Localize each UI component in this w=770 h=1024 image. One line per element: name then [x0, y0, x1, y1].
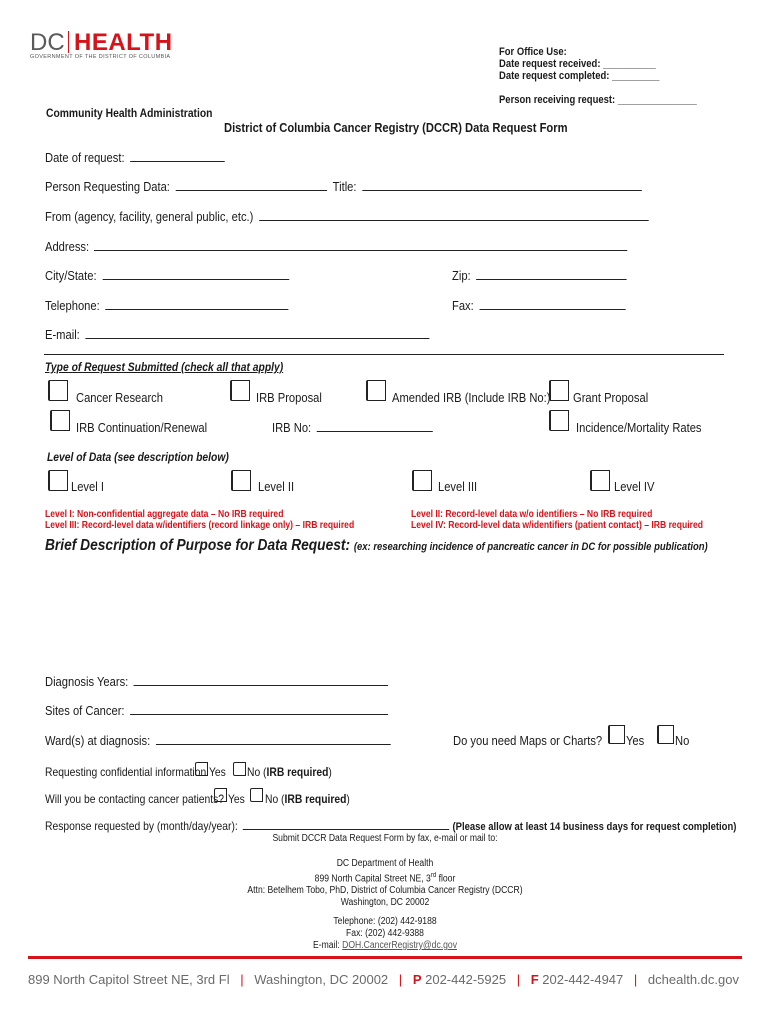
form-title: District of Columbia Cancer Registry (DCCR) Data Request Form	[224, 120, 568, 135]
dept-email-row	[54, 940, 716, 952]
sites-label: Sites of Cancer:	[45, 703, 125, 718]
level-2-label: Level II	[258, 479, 295, 494]
wards-label: Ward(s) at diagnosis:	[45, 733, 151, 748]
footer-rule	[28, 956, 742, 959]
response-label: Response requested by (month/day/year):	[45, 819, 238, 833]
person-requesting-label: Person Requesting Data:	[45, 179, 170, 194]
confidential-close-paren: )	[328, 765, 332, 779]
confidential-no-label: No (	[247, 765, 267, 779]
level-3-checkbox[interactable]	[412, 470, 432, 491]
fax-input[interactable]	[479, 298, 625, 310]
contact-no-checkbox[interactable]	[250, 788, 263, 802]
grant-proposal-checkbox[interactable]	[549, 380, 569, 401]
from-label: From (agency, facility, general public, etc.)	[45, 209, 254, 224]
office-date-completed: Date request completed: _________	[499, 70, 660, 82]
level-of-data-heading: Level of Data (see description below)	[47, 450, 229, 464]
person-requesting-row	[45, 179, 642, 194]
maps-no-label: No	[675, 733, 690, 748]
contact-no-row	[265, 792, 350, 806]
submit-line: Submit DCCR Data Request Form by fax, e-mail or mail to:	[272, 833, 498, 844]
logo-dc-text: DC	[30, 29, 65, 56]
submit-block	[0, 833, 770, 844]
email-row	[45, 327, 429, 342]
maps-no-checkbox[interactable]	[657, 725, 674, 744]
confidential-yes-label: Yes	[209, 765, 226, 779]
maps-question: Do you need Maps or Charts?	[453, 733, 603, 748]
contact-block	[0, 916, 770, 952]
confidential-label: Requesting confidential information	[45, 765, 207, 779]
level-2-description: Level II: Record-level data w/o identifiers – No IRB required	[411, 509, 653, 520]
footer	[28, 972, 739, 987]
contact-close-paren: )	[346, 792, 350, 806]
response-row	[45, 818, 736, 833]
level-3-label: Level III	[438, 479, 478, 494]
telephone-row	[45, 298, 289, 313]
city-row	[45, 268, 289, 283]
irb-proposal-label: IRB Proposal	[256, 390, 322, 405]
office-person-receiving: Person receiving request: _______________	[499, 94, 697, 106]
dept-telephone: Telephone: (202) 442-9188	[333, 916, 437, 927]
level-4-checkbox[interactable]	[590, 470, 610, 491]
level-4-description: Level IV: Record-level data w/identifiers (patient contact) – IRB required	[411, 520, 703, 531]
diagnosis-years-row	[45, 674, 389, 689]
footer-phone-label: P	[412, 972, 422, 987]
purpose-text-area[interactable]	[44, 558, 724, 663]
footer-address: 899 North Capitol Street NE, 3rd Fl	[28, 972, 230, 987]
sites-input[interactable]	[130, 703, 388, 715]
cancer-research-label: Cancer Research	[76, 390, 163, 405]
irb-renewal-checkbox[interactable]	[50, 410, 70, 431]
footer-website-link[interactable]: dchealth.dc.gov	[647, 972, 739, 987]
grant-proposal-label: Grant Proposal	[573, 390, 649, 405]
fax-row	[452, 298, 626, 313]
incidence-mortality-checkbox[interactable]	[549, 410, 569, 431]
section-divider	[44, 354, 724, 355]
confidential-no-row	[247, 765, 332, 779]
purpose-heading-row	[45, 537, 708, 555]
address-label: Address:	[45, 239, 90, 254]
allow-note: (Please allow at least 14 business days for request completion)	[452, 821, 737, 833]
zip-label: Zip:	[452, 268, 471, 283]
purpose-example: (ex: researching incidence of pancreatic cancer in DC for possible publication)	[353, 541, 708, 553]
amended-irb-label: Amended IRB (Include IRB No:)	[392, 390, 551, 405]
office-date-received: Date request received: __________	[499, 58, 656, 70]
fax-label: Fax:	[452, 298, 474, 313]
zip-input[interactable]	[476, 268, 627, 280]
irb-proposal-checkbox[interactable]	[230, 380, 250, 401]
footer-city: Washington, DC 20002	[254, 972, 389, 987]
email-label: E-mail:	[45, 327, 80, 342]
title-label: Title:	[332, 179, 357, 194]
dept-street-sup: rd	[430, 872, 437, 879]
contact-yes-checkbox[interactable]	[214, 788, 227, 802]
contact-no-label: No (	[265, 792, 285, 806]
wards-input[interactable]	[156, 733, 391, 745]
dept-attn: Attn: Betelhem Tobo, PhD, District of Columbia Cancer Registry (DCCR)	[247, 885, 523, 897]
dept-name: DC Department of Health	[336, 858, 434, 869]
contact-irb-required: IRB required	[284, 792, 347, 806]
contact-yes-label: Yes	[228, 792, 245, 806]
irb-number-input[interactable]	[317, 420, 433, 432]
sites-row	[45, 703, 388, 718]
zip-row	[452, 268, 627, 283]
person-requesting-input[interactable]	[176, 179, 327, 191]
date-of-request-label: Date of request:	[45, 150, 125, 165]
maps-yes-label: Yes	[626, 733, 645, 748]
level-1-description: Level I: Non-confidential aggregate data – No IRB required	[45, 509, 284, 520]
confidential-yes-checkbox[interactable]	[195, 762, 208, 776]
level-2-checkbox[interactable]	[231, 470, 251, 491]
footer-separator: |	[240, 972, 244, 987]
address-row	[45, 239, 627, 254]
cancer-research-checkbox[interactable]	[48, 380, 68, 401]
community-health-admin: Community Health Administration	[46, 106, 213, 120]
response-input[interactable]	[243, 818, 449, 830]
footer-separator: |	[516, 972, 521, 987]
dept-fax: Fax: (202) 442-9388	[346, 928, 424, 939]
confidential-no-checkbox[interactable]	[233, 762, 246, 776]
footer-fax-label: F	[530, 972, 539, 987]
address-block	[0, 858, 770, 909]
email-input[interactable]	[85, 327, 429, 339]
contact-patients-label: Will you be contacting cancer patients?	[45, 792, 224, 806]
diagnosis-years-input[interactable]	[134, 674, 389, 686]
footer-phone: 202-442-5925	[425, 972, 507, 987]
dept-street	[54, 870, 716, 885]
footer-separator: |	[398, 972, 403, 987]
title-input[interactable]	[362, 179, 642, 191]
dept-street-a: 899 North Capital Street NE, 3	[314, 873, 431, 885]
footer-separator: |	[633, 972, 638, 987]
dept-street-b: floor	[436, 873, 456, 885]
logo-divider	[68, 31, 69, 53]
dept-email-label: E-mail:	[313, 940, 340, 951]
logo-subtitle: GOVERNMENT OF THE DISTRICT OF COLUMBIA	[30, 54, 171, 60]
level-4-label: Level IV	[614, 479, 655, 494]
office-use-heading: For Office Use:	[499, 46, 567, 58]
amended-irb-checkbox[interactable]	[366, 380, 386, 401]
confidential-irb-required: IRB required	[266, 765, 329, 779]
from-input[interactable]	[259, 209, 649, 221]
date-of-request-row	[45, 150, 225, 165]
level-3-description: Level III: Record-level data w/identifiers (record linkage only) – IRB required	[45, 520, 355, 531]
dept-email-link[interactable]: DOH.CancerRegistry@dc.gov	[342, 940, 457, 951]
from-row	[45, 209, 649, 224]
request-type-heading: Type of Request Submitted (check all that apply)	[45, 360, 284, 374]
irb-number-row	[272, 420, 433, 435]
incidence-mortality-label: Incidence/Mortality Rates	[576, 420, 702, 435]
logo-health-text: HEALTH	[74, 29, 173, 56]
irb-renewal-label: IRB Continuation/Renewal	[76, 420, 208, 435]
address-input[interactable]	[94, 239, 627, 251]
level-1-label: Level I	[71, 479, 104, 494]
telephone-label: Telephone:	[45, 298, 100, 313]
diagnosis-years-label: Diagnosis Years:	[45, 674, 129, 689]
footer-fax: 202-442-4947	[542, 972, 624, 987]
city-input[interactable]	[102, 268, 289, 280]
dc-health-logo	[30, 30, 190, 64]
date-of-request-input[interactable]	[130, 150, 225, 162]
level-1-checkbox[interactable]	[48, 470, 68, 491]
irb-number-label: IRB No:	[272, 420, 312, 435]
city-label: City/State:	[45, 268, 97, 283]
maps-yes-checkbox[interactable]	[608, 725, 625, 744]
wards-row	[45, 733, 391, 748]
telephone-input[interactable]	[105, 298, 288, 310]
dept-city: Washington, DC 20002	[340, 897, 430, 909]
purpose-heading: Brief Description of Purpose for Data Request:	[45, 537, 351, 554]
